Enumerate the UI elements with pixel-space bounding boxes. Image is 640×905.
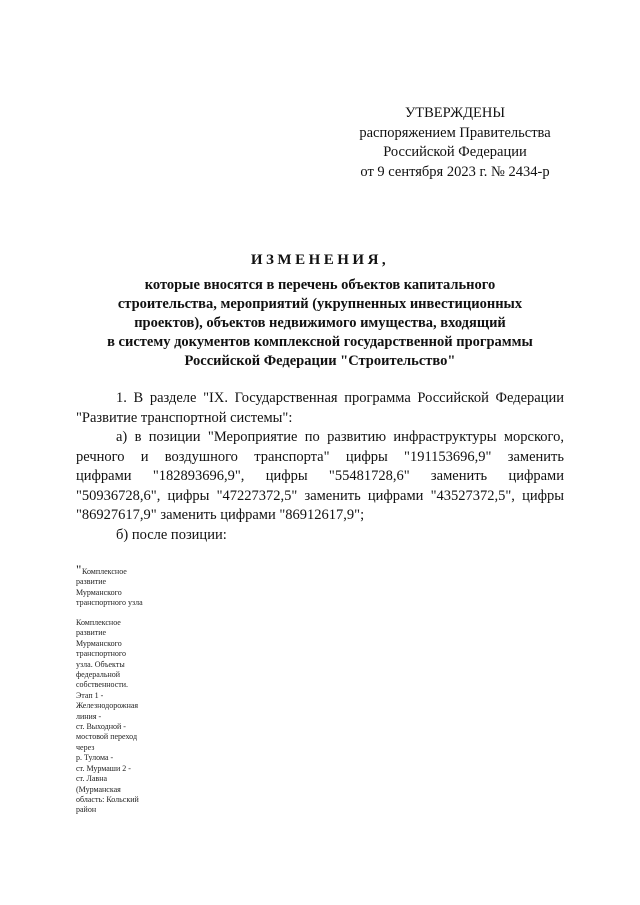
approval-line: УТВЕРЖДЕНЫ bbox=[404, 105, 506, 121]
cell-line: Мурманского bbox=[76, 587, 122, 597]
cell-line: ст. Мурмаши 2 - bbox=[76, 763, 131, 773]
cell-line: Железнодорожная bbox=[76, 701, 139, 711]
document-subtitle bbox=[60, 276, 580, 371]
cell-line: область: Кольский bbox=[76, 794, 139, 804]
body-line: "50936728,6", цифры "47227372,5" заменить цифрами "43527372,5", цифры bbox=[76, 487, 564, 504]
subtitle-line: проектов), объектов недвижимого имущества, входящий bbox=[134, 315, 506, 331]
cell-line: развитие bbox=[76, 628, 107, 638]
cell-line: транспортного узла bbox=[76, 598, 143, 608]
body-line: речного и воздушного транспорта" цифры "191153696,9" заменить bbox=[76, 448, 564, 465]
cell-line: Комплексное bbox=[76, 618, 121, 627]
approval-line: от 9 сентября 2023 г. № 2434-р bbox=[360, 163, 550, 180]
cell-line: транспортного bbox=[76, 649, 127, 659]
subtitle-line: которые вносятся в перечень объектов капитального bbox=[144, 277, 496, 293]
cell-line: ст. Лавна bbox=[76, 774, 108, 784]
cell-line: мостовой переход bbox=[76, 732, 138, 742]
body-line: цифрами "182893696,9", цифры "55481728,6" заменить цифрами bbox=[76, 468, 564, 484]
document-body bbox=[76, 389, 564, 545]
cell-line: узла. Объекты bbox=[76, 659, 125, 669]
cell-line: через bbox=[76, 742, 95, 752]
body-line: б) после позиции: bbox=[116, 526, 227, 543]
subtitle-line: Российской Федерации "Строительство" bbox=[184, 353, 456, 369]
cell-line: Этап 1 - bbox=[76, 690, 104, 700]
table-cell-block1 bbox=[82, 567, 182, 577]
cell-line: ст. Выходной - bbox=[76, 722, 126, 732]
table-cell-block2 bbox=[76, 618, 176, 816]
cell-line: район bbox=[76, 805, 97, 815]
approval-stamp bbox=[340, 104, 570, 182]
cell-line: Комплексное bbox=[82, 567, 127, 576]
subtitle-line: строительства, мероприятий (укрупненных инвестиционных bbox=[117, 296, 523, 312]
cell-line: собственности. bbox=[76, 680, 129, 690]
body-line: 1. В разделе "IX. Государственная программа Российской Федерации bbox=[116, 390, 564, 406]
cell-line: федеральной bbox=[76, 670, 121, 680]
subtitle-line: в систему документов комплексной государственной программы bbox=[107, 334, 533, 350]
document-title: ИЗМЕНЕНИЯ, bbox=[250, 252, 390, 268]
body-line: а) в позиции "Мероприятие по развитию инфраструктуры морского, bbox=[116, 429, 564, 445]
cell-line: Мурманского bbox=[76, 638, 122, 648]
table-open-quote: " bbox=[76, 562, 82, 577]
cell-line: линия - bbox=[76, 711, 102, 721]
approval-line: Российской Федерации bbox=[383, 144, 527, 160]
body-line: "Развитие транспортной системы": bbox=[76, 409, 293, 426]
table-cell-block1-cont bbox=[76, 577, 176, 608]
cell-line: р. Тулома - bbox=[76, 753, 114, 763]
cell-line: (Мурманская bbox=[76, 784, 121, 794]
approval-line: распоряжением Правительства bbox=[359, 124, 551, 141]
cell-line: развитие bbox=[76, 577, 107, 587]
body-line: "86927617,9" заменить цифрами "86912617,9"; bbox=[76, 507, 365, 523]
